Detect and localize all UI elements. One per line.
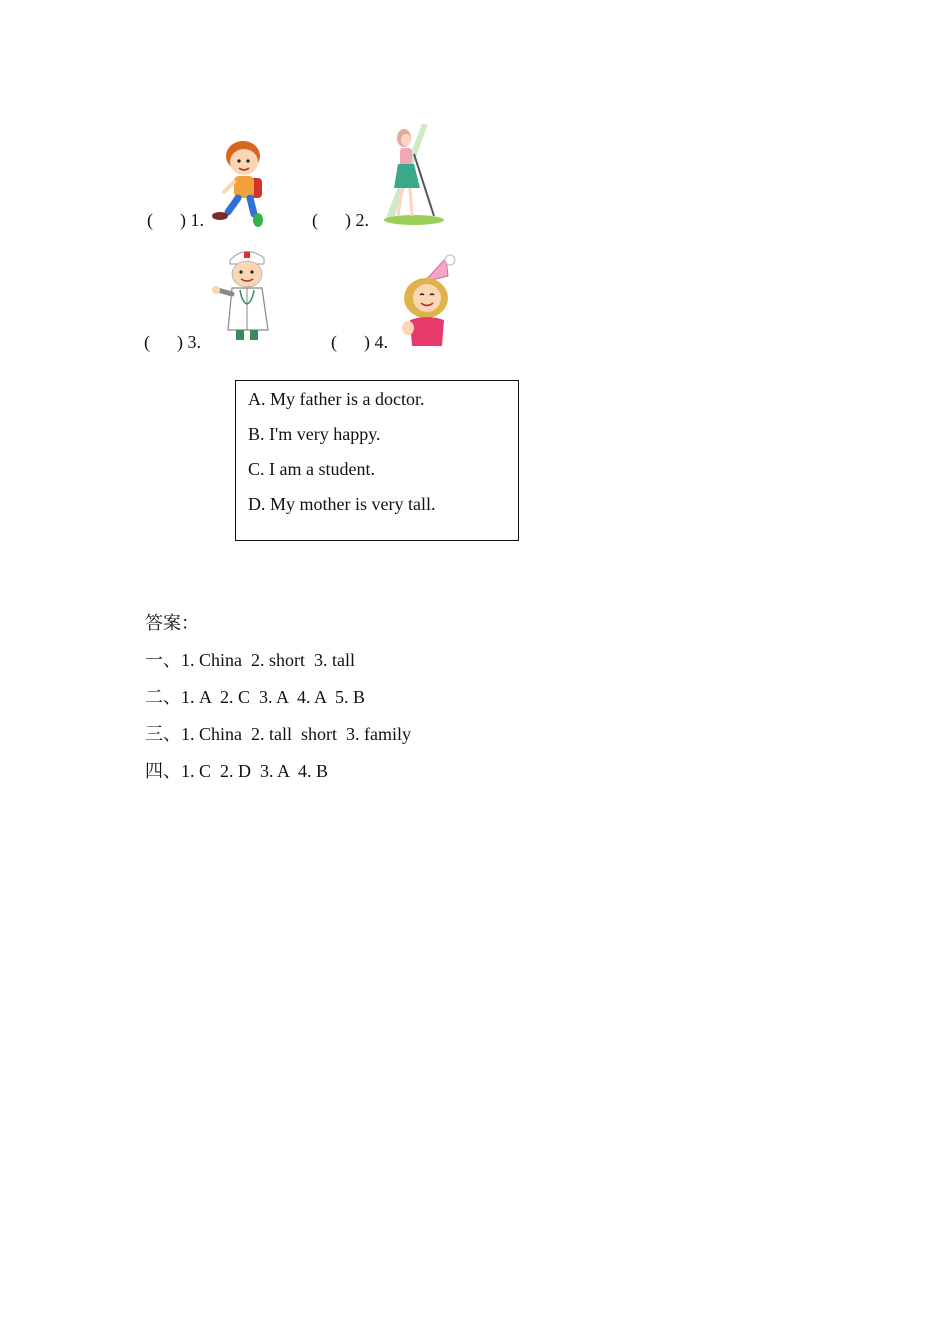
tall-woman-icon [376, 122, 446, 228]
answer-line-3 [145, 724, 411, 745]
answer-line-1-text: 1. China 2. short 3. tall [181, 650, 355, 670]
boy-student-icon [210, 138, 272, 230]
question-4-label: ( ) 4. [331, 332, 388, 352]
option-c: C. I am a student. [248, 459, 375, 479]
answer-line-4 [145, 761, 328, 782]
answer-line-1-prefix: 一、 [145, 650, 181, 671]
answer-line-1 [145, 650, 355, 671]
question-3-label: ( ) 3. [144, 332, 201, 352]
question-1-label: ( ) 1. [147, 210, 204, 230]
answer-line-4-prefix: 四、 [145, 761, 181, 782]
question-2-label: ( ) 2. [312, 210, 369, 230]
answer-line-4-text: 1. C 2. D 3. A 4. B [181, 761, 329, 781]
happy-girl-icon [394, 252, 460, 348]
options-box [235, 380, 519, 541]
answers-heading: 答案： [145, 613, 199, 634]
answer-line-3-prefix: 三、 [145, 724, 181, 745]
answer-line-2-text: 1. A 2. C 3. A 4. A 5. B [181, 687, 366, 707]
option-a: A. My father is a doctor. [248, 389, 425, 409]
doctor-icon [210, 244, 280, 344]
option-d: D. My mother is very tall. [248, 494, 436, 514]
answer-line-2 [145, 687, 365, 708]
answer-line-2-prefix: 二、 [145, 687, 181, 708]
answer-line-3-text: 1. China 2. tall short 3. family [181, 724, 411, 744]
option-b: B. I'm very happy. [248, 424, 381, 444]
